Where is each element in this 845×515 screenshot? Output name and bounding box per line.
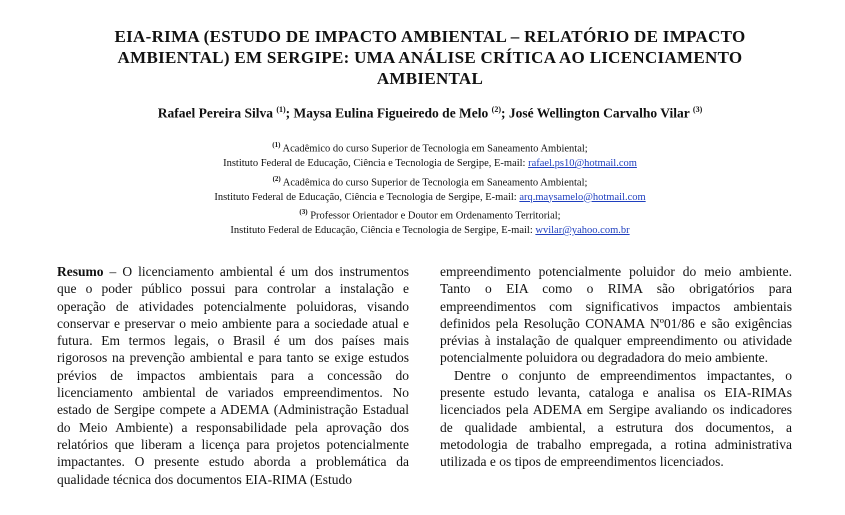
affiliation-mark: (1) xyxy=(272,141,281,149)
affiliation-institute xyxy=(60,191,800,206)
email-link[interactable]: arq.maysamelo@hotmail.com xyxy=(519,191,646,203)
abstract-paragraph: Dentre o conjunto de empreendimentos impactantes, o presente estudo levanta, cataloga e analisa os EIA-RIMAs licenciados pela ADEMA em Sergipe avaliando os indicadores de qualidade ambiental, a estrutura dos documentos, a metodologia de trabalho empregada, a rotina administrativa utilizada e os tipos de empreendimentos licenciados. xyxy=(440,367,792,470)
affiliation-institute-text: Instituto Federal de Educação, Ciência e Tecnologia de Sergipe, E-mail: xyxy=(230,225,536,236)
author-name: Maysa Eulina Figueiredo de Melo xyxy=(293,105,489,121)
abstract-lead: Resumo xyxy=(57,264,104,279)
affiliation-role-text: Acadêmica do curso Superior de Tecnologia em Saneamento Ambiental; xyxy=(282,177,588,188)
affiliation-institute xyxy=(60,224,800,239)
author-name: José Wellington Carvalho Vilar xyxy=(508,105,690,121)
abstract-left-column xyxy=(57,263,409,488)
affiliation-institute-text: Instituto Federal de Educação, Ciência e Tecnologia de Sergipe, E-mail: xyxy=(223,158,529,169)
affiliation-role xyxy=(60,205,800,224)
author-list: Rafael Pereira Silva $^{(1)}$; Maysa Eulina Figueiredo de Melo $^{(2)}$; José Wellington Carvalho Vilar $^{(3)}$ xyxy=(157,105,703,121)
affiliation-role-text: Acadêmico do curso Superior de Tecnologia em Saneamento Ambiental; xyxy=(282,143,588,155)
affiliation-institute xyxy=(60,157,800,172)
affiliation-role-text: Professor Orientador e Doutor em Ordenamento Territorial; xyxy=(310,210,561,222)
affiliation-role xyxy=(60,172,800,191)
email-link[interactable]: rafael.ps10@hotmail.com xyxy=(528,158,637,169)
paper-title-line: AMBIENTAL xyxy=(376,69,484,88)
affiliation-role xyxy=(60,138,800,157)
abstract-paragraph xyxy=(57,263,409,488)
abstract-right-column xyxy=(440,263,792,471)
email-link[interactable]: wvilar@yahoo.com.br xyxy=(535,225,630,236)
author-mark: (2) xyxy=(491,105,501,114)
author-name: Rafael Pereira Silva xyxy=(157,105,273,121)
paper-title-line: EIA-RIMA (ESTUDO DE IMPACTO AMBIENTAL – RELATÓRIO DE IMPACTO xyxy=(114,27,746,46)
paper-title-line: AMBIENTAL) EM SERGIPE: UMA ANÁLISE CRÍTICA AO LICENCIAMENTO xyxy=(117,48,743,67)
affiliation-institute-text: Instituto Federal de Educação, Ciência e Tecnologia de Sergipe, E-mail: xyxy=(214,191,520,203)
paper-title xyxy=(60,26,800,89)
abstract-paragraph: empreendimento potencialmente poluidor do meio ambiente. Tanto o EIA como o RIMA são obrigatórios para empreendimentos com significativos impactos ambientais definidos pela Resolução CONAMA Nº01/86 e são exigências prévias à instalação de qualquer empreendimento ou atividade potencialmente poluidora ou degradadora do meio ambiente. xyxy=(440,264,792,366)
affiliations xyxy=(60,138,800,239)
author-mark: (1) xyxy=(276,105,286,114)
abstract-text: – O licenciamento ambiental é um dos instrumentos que o poder público possui para controlar a instalação e operação de atividades potencialmente poluidoras, visando conservar e preservar o meio ambiente para a sociedade atual e futura. Em termos legais, o Brasil é um dos países mais rigorosos na prevenção ambiental e para tanto se exige estudos prévios de impactos ambientais para a concessão do licenciamento ambiental de variados empreendimentos. No estado de Sergipe compete a ADEMA (Administração Estadual do Meio Ambiente) a responsabilidade pela aprovação dos relatórios que liberam a licença para projetos potencialmente impactantes. O presente estudo aborda a problemática da qualidade técnica dos documentos EIA-RIMA (Estudo xyxy=(57,264,409,487)
author-mark: (3) xyxy=(692,105,703,114)
affiliation-mark: (3) xyxy=(299,208,308,216)
affiliation-mark: (2) xyxy=(272,174,281,183)
